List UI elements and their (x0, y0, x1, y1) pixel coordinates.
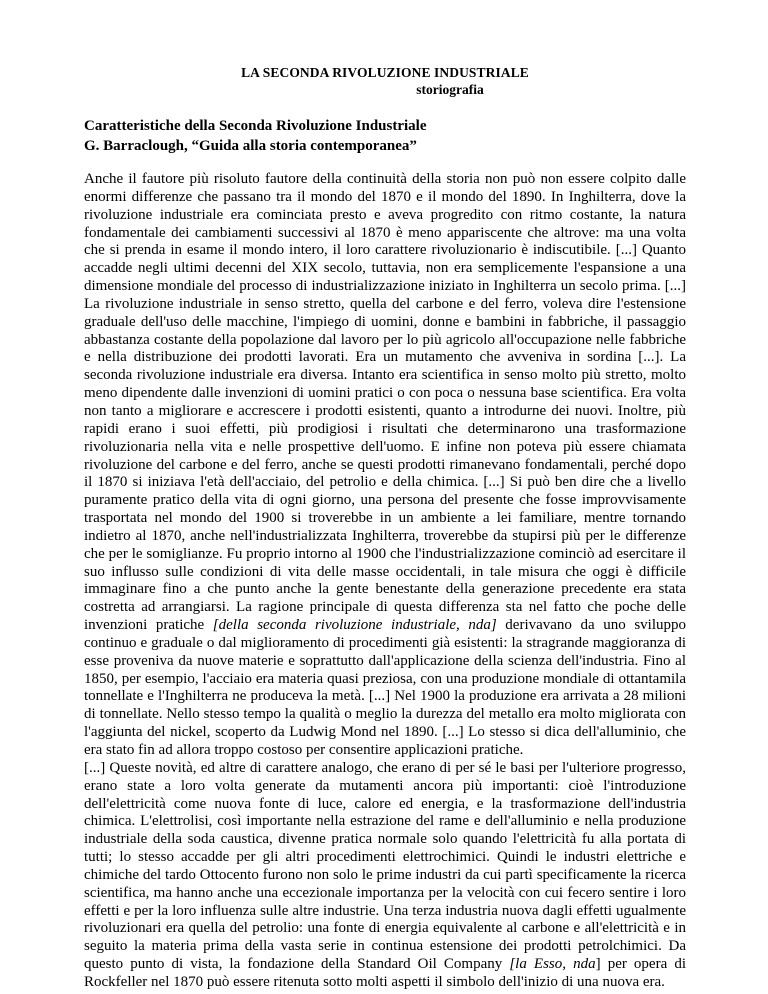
section-heading-source: G. Barraclough, “Guida alla storia contemporanea” (84, 138, 417, 154)
body-paragraph-2 (84, 760, 686, 992)
section-heading-title: Caratteristiche della Seconda Rivoluzione Industriale (84, 118, 427, 134)
paragraph-1-editor-note: [della seconda rivoluzione industriale, nda] (212, 617, 497, 634)
document-title: LA SECONDA RIVOLUZIONE INDUSTRIALE (241, 65, 529, 80)
paragraph-2-editor-note: [la Esso, nda (509, 956, 596, 973)
paragraph-1-text-b: derivavano da uno sviluppo continuo e graduale o dal miglioramento di procedimenti già esistenti: la stragrande maggioranza di esse proveniva da nuove materie e soprattutto dall'applicazione della scienza dell'industria. Fino al 1850, per esempio, l'acciaio era materia quasi preziosa, con una produzione mondiale di ottantamila tonnellate e l'Inghilterra ne produceva la metà. [...] Nel 1900 la produzione era arrivata a 28 milioni di tonnellate. Nello stesso tempo la qualità o meglio la durezza del metallo era molto migliorata con l'aggiunta del nickel, scoperto da Ludwig Mond nel 1890. [...] Lo stesso si dica dell'alluminio, che era stato fin ad allora troppo costoso per consentire applicazioni pratiche. (84, 617, 687, 758)
paragraph-1-text-a: Anche il fautore più risoluto fautore della continuità della storia non può non essere colpito dalle enormi differenze che passano tra il mondo del 1870 e il mondo del 1890. In Inghilterra, dove la rivoluzione industriale era cominciata presto e aveva progredito con ritmo costante, la natura fondamentale dei cambiamenti successivi al 1870 è meno appariscente che altrove: ma una volta che si prenda in esame il mondo intero, il loro carattere rivoluzionario è indiscutibile. [...] Quanto accadde negli ultimi decenni del XIX secolo, tuttavia, non era semplicemente l'espansione a una dimensione mondiale del processo di industrializzazione iniziato in Inghilterra un secolo prima. [...] La rivoluzione industriale in senso stretto, quella del carbone e del ferro, voleva dire l'estensione graduale dell'uso delle macchine, l'impiego di uomini, donne e bambini in fabbriche, il passaggio abbastanza costante della popolazione dal lavoro per lo più agricolo all'occupazione nelle fabbriche e nella distribuzione dei prodotti lavorati. Era un mutamento che avveniva in sordina [...]. La seconda rivoluzione industriale era diversa. Intanto era scientifica in senso molto più stretto, molto meno dipendente dalle invenzioni di uomini pratici o con poca o nessuna base scientifica. Era volta non tanto a migliorare e accrescere i prodotti esistenti, quanto a introdurne dei nuovi. Inoltre, più rapidi erano i suoi effetti, più prodigiosi i risultati che determinarono una trasformazione rivoluzionaria nella vita e nelle prospettive dell'uomo. E infine non poteva più essere chiamata rivoluzione del carbone e del ferro, anche se questi prodotti rimanevano fondamentali, perché dopo il 1870 si iniziava l'età dell'acciaio, del petrolio e della chimica. [...] Si può ben dire che a livello puramente pratico della vita di ogni giorno, una persona del presente che fosse improvvisamente trasportata nel mondo del 1900 si troverebbe in un ambiente a lei familiare, mentre tornando indietro al 1870, anche nell'industrializzata Inghilterra, troverebbe da stupirsi più per le differenze che per le somiglianze. Fu proprio intorno al 1900 che l'industrializzazione cominciò ad esercitare il suo influsso sulle condizioni di vita delle masse occidentali, in tale misura che oggi è difficile immaginare fino a che punto anche la gente benestante della generazione precedente era stata costretta ad arrangiarsi. La ragione principale di questa differenza sta nel fatto che poche delle invenzioni pratiche (84, 171, 686, 634)
paragraph-2-text-a: [...] Queste novità, ed altre di carattere analogo, che erano di per sé le basi per l'ulteriore progresso, erano state a loro volta generate da mutamenti ancora più importanti: cioè l'introduzione dell'elettricità come nuova fonte di luce, calore ed energia, e la trasformazione dell'industria chimica. L'elettrolisi, così importante nella estrazione del rame e dell'alluminio e nella produzione industriale della soda caustica, divenne pratica normale solo quando l'elettricità fu alla portata di tutti; lo stesso accadde per gli altri procedimenti elettrochimici. Quindi le industri elettriche e chimiche del tardo Ottocento furono non solo le prime industri da cui partì specificamente la ricerca scientifica, ma hanno anche una eccezionale importanza per la velocità con cui fecero sentire i loro effetti e per la loro influenza sulle altre industrie. Una terza industria nuova dagli effetti ugualmente rivoluzionari era quella del petrolio: una fonte di energia equivalente al carbone e all'elettricità e in seguito la materia prima della vasta serie in continua estensione dei prodotti petrolchimici. Da questo punto di vista, la fondazione della Standard Oil Company (84, 759, 686, 973)
paragraph-2-text-b: ] per opera di Rockfeller nel 1870 può essere ritenuta sotto molti aspetti il simbolo dell'inizio di una nuova era. (84, 956, 686, 990)
document-subtitle: storiografia (416, 82, 484, 97)
body-paragraph-1 (84, 171, 686, 760)
section-heading (84, 116, 686, 156)
document-page (84, 64, 686, 992)
document-body (84, 171, 686, 992)
